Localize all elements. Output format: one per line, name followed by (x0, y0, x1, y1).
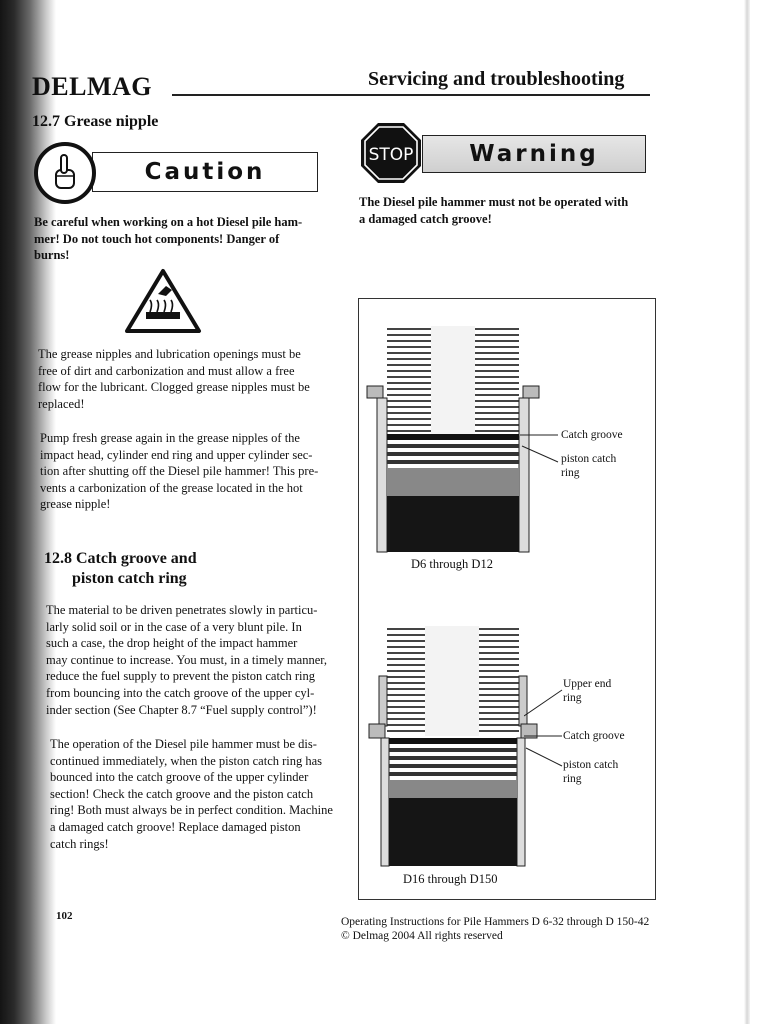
page-number: 102 (56, 910, 73, 922)
fig1-label-catch-groove: Catch groove (561, 429, 623, 441)
warning-text: The Diesel pile hammer must not be operated with a damaged catch groove! (359, 195, 629, 226)
heading-12-7: 12.7 Grease nipple (32, 113, 159, 130)
fig2-label-catch-groove: Catch groove (563, 730, 625, 742)
warning-box (422, 135, 646, 173)
section-title: Servicing and troubleshooting (368, 68, 625, 90)
header-rule (172, 94, 650, 96)
catch-groove-figure-d6-d12 (365, 326, 545, 559)
paragraph-grease-nipples: The grease nipples and lubrication openings must be free of dirt and carbonization and must allow a free flow for the lubricant. Clogged grease nipples must be replaced! (38, 347, 310, 411)
footer-line-1: Operating Instructions for Pile Hammers D 6-32 through D 150-42 (341, 916, 650, 928)
catch-groove-figure-d16-d150 (365, 626, 545, 873)
fig1-label-piston-catch-ring: piston catch ring (561, 453, 617, 479)
stop-sign-label: STOP (368, 145, 414, 165)
warning-label: Warning (469, 141, 599, 167)
fig1-caption: D6 through D12 (411, 557, 493, 571)
heading-12-8: 12.8 Catch groove and piston catch ring (44, 550, 197, 587)
caution-text: Be careful when working on a hot Diesel pile ham- mer! Do not touch hot components! Danger of burns! (34, 215, 303, 263)
brand-logo: DELMAG (32, 72, 152, 101)
page-edge (744, 0, 750, 1024)
caution-label: Caution (144, 159, 266, 185)
fig2-label-upper-end-ring: Upper end ring (563, 678, 612, 704)
paragraph-operation-discontinued: The operation of the Diesel pile hammer must be dis- continued immediately, when the piston catch ring has bounced into the catch groove of the upper cylinder section! Check the catch groove and the piston catch ring! Both must always be in perfect condition. Machine a damaged catch groove! Replace damaged piston catch rings! (50, 737, 333, 851)
fig2-caption: D16 through D150 (403, 872, 498, 886)
fig2-label-piston-catch-ring: piston catch ring (563, 759, 619, 785)
figure2-leader-lines (524, 676, 564, 786)
figure1-leader-lines (520, 430, 560, 470)
hot-surface-warning-icon (124, 268, 202, 339)
hand-caution-icon (34, 142, 96, 204)
paragraph-material-driven: The material to be driven penetrates slowly in particu- larly solid soil or in the case of a very blunt pile. In such a case, the drop height of the impact hammer may continue to increase. You must, in a timely manner, reduce the fuel supply to prevent the piston catch ring from bouncing into the catch groove of the upper cyl- inder section (See Chapter 8.7 “Fuel supply control”)! (46, 603, 328, 717)
caution-box (92, 152, 318, 192)
paragraph-pump-grease: Pump fresh grease again in the grease nipples of the impact head, cylinder end ring and upper cylinder sec- tion after shutting off the Diesel pile hammer! This pre- vents a carbonization of the grease located in the hot grease nipple! (40, 431, 319, 512)
footer-line-2: © Delmag 2004 All rights reserved (341, 930, 503, 942)
stop-sign-icon (360, 122, 422, 184)
